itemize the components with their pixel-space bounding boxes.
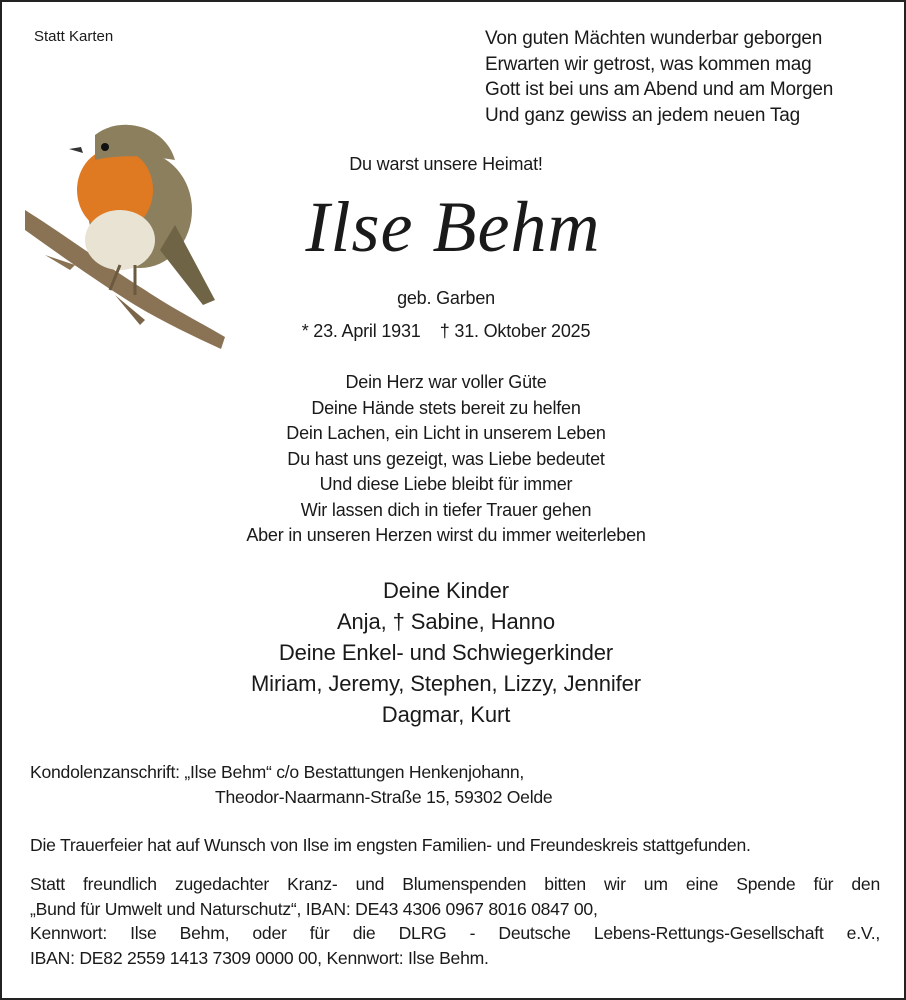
- donation-line: „Bund für Umwelt und Naturschutz“, IBAN: DE43 4306 0967 8016 0847 00,: [30, 898, 598, 919]
- motto-line: Erwarten wir getrost, was kommen mag: [485, 53, 812, 75]
- donation-line: IBAN: DE82 2559 1413 7309 0000 00, Kennwort: Ilse Behm.: [30, 947, 489, 968]
- deceased-name: Ilse Behm: [305, 187, 601, 267]
- family-line: Dagmar, Kurt: [381, 702, 511, 727]
- poem-line: Aber in unseren Herzen wirst du immer weiterleben: [246, 525, 646, 545]
- poem-line: Deine Hände stets bereit zu helfen: [311, 397, 581, 418]
- family-line: Anja, † Sabine, Hanno: [336, 609, 556, 634]
- donation-line: Statt freundlich zugedachter Kranz- und Blumenspenden bitten wir um eine Spende für den: [30, 874, 880, 894]
- family-line: Miriam, Jeremy, Stephen, Lizzy, Jennifer: [250, 671, 642, 696]
- condolence-address-line2: Theodor-Naarmann-Straße 15, 59302 Oelde: [215, 787, 553, 807]
- statt-karten-label: Statt Karten: [34, 28, 114, 45]
- motto-line: Von guten Mächten wunderbar geborgen: [485, 28, 823, 49]
- life-dates: [0, 319, 892, 345]
- poem-line: Dein Herz war voller Güte: [345, 372, 547, 392]
- maiden-name: geb. Garben: [397, 288, 495, 308]
- family-line: Deine Enkel- und Schwiegerkinder: [278, 640, 614, 665]
- family-line: Deine Kinder: [383, 578, 509, 603]
- family-list: [0, 575, 892, 730]
- poem-line: Dein Lachen, ein Licht in unserem Leben: [286, 423, 606, 443]
- condolence-address-line1: Kondolenzanschrift: „Ilse Behm“ c/o Bestattungen Henkenjohann,: [30, 762, 525, 782]
- poem-line: Und diese Liebe bleibt für immer: [319, 474, 573, 494]
- deceased-name-wrap: [0, 186, 906, 269]
- motto-line: Und ganz gewiss an jedem neuen Tag: [485, 104, 801, 126]
- donation-paragraph: [30, 872, 880, 970]
- poem-line: Du hast uns gezeigt, was Liebe bedeutet: [287, 448, 605, 469]
- motto-poem: [485, 26, 833, 128]
- death-date: † 31. Oktober 2025: [439, 321, 591, 341]
- funeral-note: Die Trauerfeier hat auf Wunsch von Ilse im engsten Familien- und Freundeskreis stattgefunden.: [30, 835, 751, 855]
- birth-date: * 23. April 1931: [301, 321, 421, 341]
- poem-line: Wir lassen dich in tiefer Trauer gehen: [300, 499, 592, 520]
- donation-line: Kennwort: Ilse Behm, oder für die DLRG - Deutsche Lebens-Rettungs-Gesellschaft e.V.,: [30, 923, 880, 943]
- intro-line: Du warst unsere Heimat!: [349, 154, 543, 174]
- motto-line: Gott ist bei uns am Abend und am Morgen: [485, 79, 834, 100]
- memorial-poem: [0, 370, 892, 549]
